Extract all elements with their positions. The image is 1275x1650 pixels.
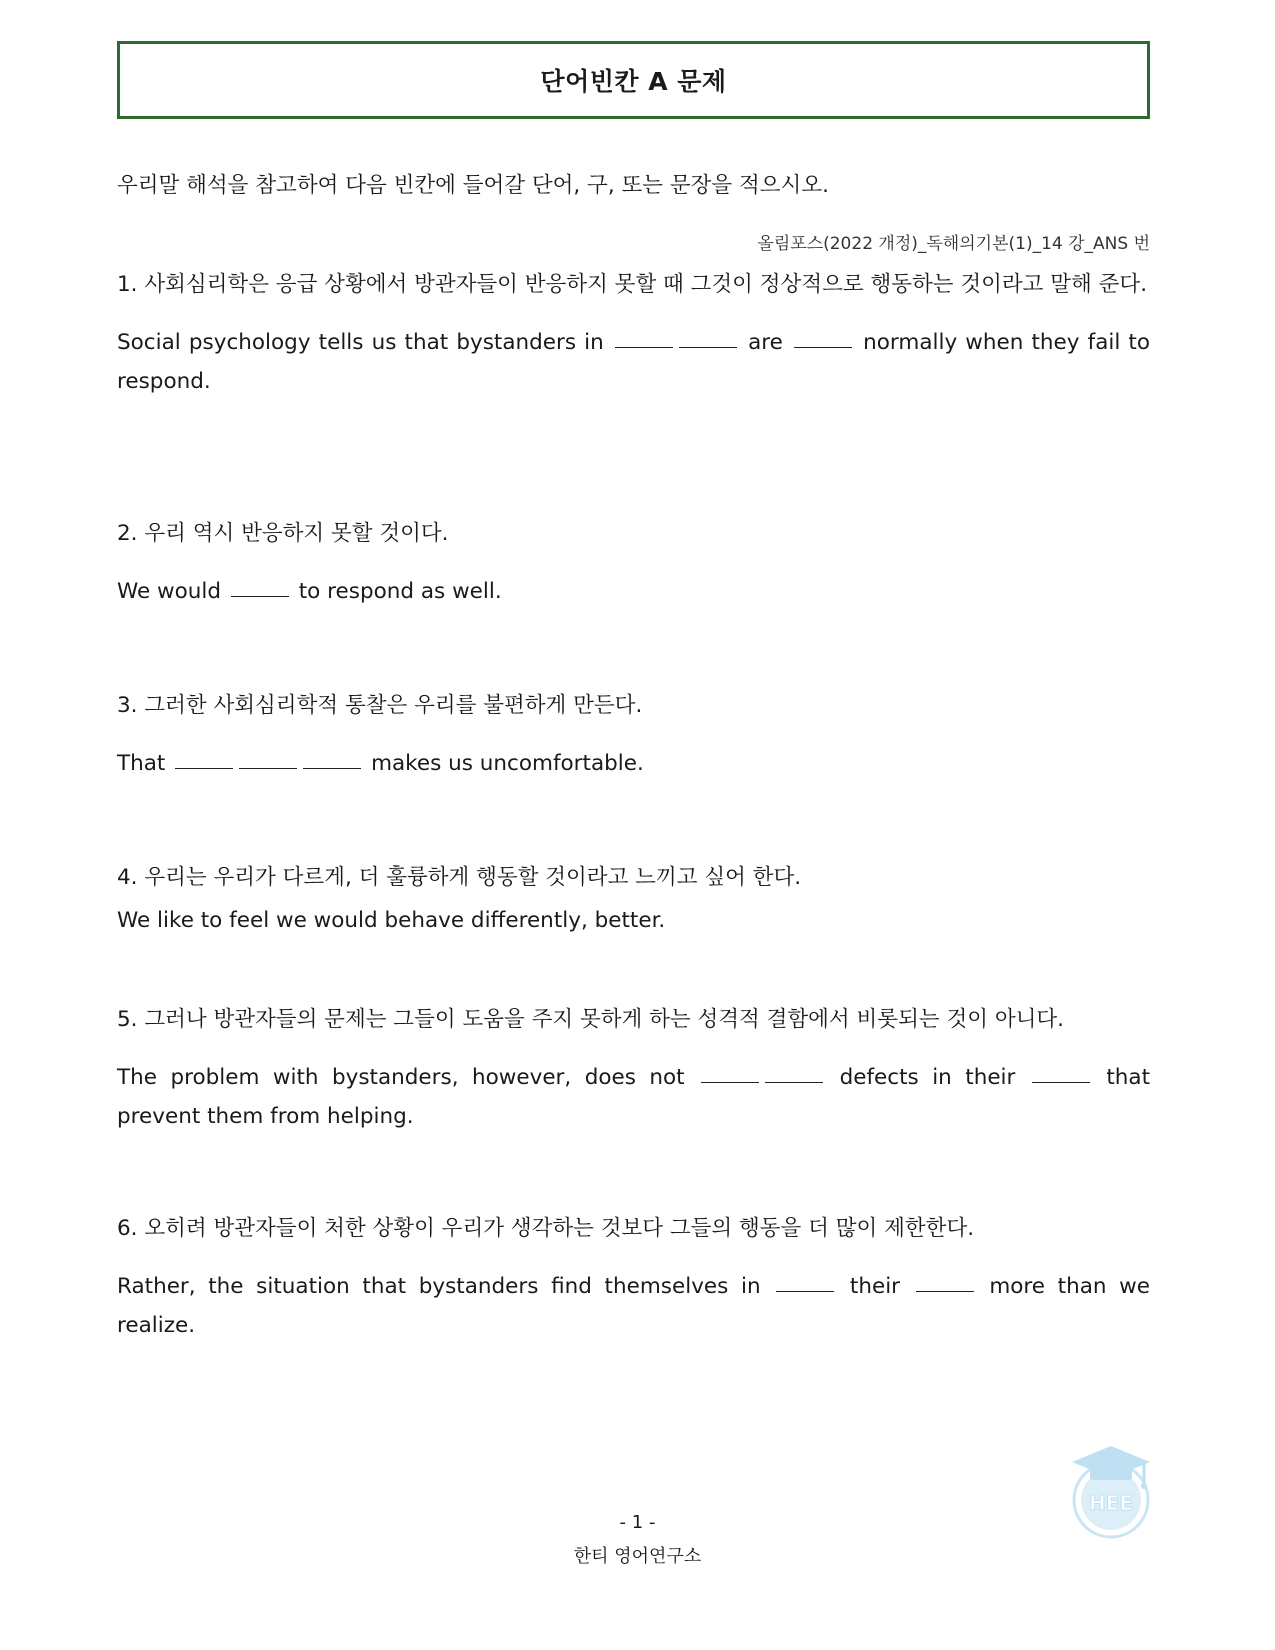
question-6: [117, 1209, 1150, 1345]
question-2-korean: 2. 우리 역시 반응하지 못할 것이다.: [117, 521, 449, 546]
footer-org: 한티 영어연구소: [573, 1546, 702, 1567]
question-2: [117, 514, 1150, 611]
question-3-english: [117, 744, 1150, 783]
question-1-english: [117, 323, 1150, 401]
text-segment: normally when they fail to respond.: [117, 330, 1151, 394]
blank: [615, 346, 673, 348]
question-1-korean: 1. 사회심리학은 응급 상황에서 방관자들이 반응하지 못할 때 그것이 정상적으로 행동하는 것이라고 말해 준다.: [117, 272, 1148, 297]
text-segment: defects in their: [839, 1065, 1016, 1090]
blank: [765, 1081, 823, 1083]
text-segment: are: [748, 330, 783, 355]
text-segment: makes us uncomfortable.: [371, 751, 644, 776]
blank: [916, 1290, 974, 1292]
text-segment: Rather, the situation that bystanders find themselves in: [117, 1274, 761, 1299]
question-4-english: We like to feel we would behave differently, better.: [117, 908, 666, 933]
text-segment: We would: [117, 579, 222, 604]
blank: [239, 767, 297, 769]
question-3-korean: 3. 그러한 사회심리학적 통찰은 우리를 불편하게 만든다.: [117, 693, 643, 718]
blank: [231, 595, 289, 597]
question-5-korean: 5. 그러나 방관자들의 문제는 그들이 도움을 주지 못하게 하는 성격적 결함에서 비롯되는 것이 아니다.: [117, 1007, 1064, 1032]
blank: [175, 767, 233, 769]
text-segment: to respond as well.: [298, 579, 502, 604]
blank: [794, 346, 852, 348]
instruction-text: 우리말 해석을 참고하여 다음 빈칸에 들어갈 단어, 구, 또는 문장을 적으시오.: [117, 173, 829, 198]
title-box: [117, 41, 1150, 119]
blank: [776, 1290, 834, 1292]
text-segment: That: [117, 751, 166, 776]
logo-text: HEE: [1088, 1491, 1134, 1515]
question-6-korean: 6. 오히려 방관자들이 처한 상황이 우리가 생각하는 것보다 그들의 행동을 더 많이 제한한다.: [117, 1216, 975, 1241]
question-2-english: [117, 572, 1150, 611]
blank: [303, 767, 361, 769]
page-number: - 1 -: [619, 1512, 656, 1533]
page-title: 단어빈칸 A 문제: [540, 67, 727, 96]
question-3: [117, 686, 1150, 783]
blank: [701, 1081, 759, 1083]
text-segment: Social psychology tells us that bystanders in: [117, 330, 604, 355]
text-segment: The problem with bystanders, however, does not: [117, 1065, 685, 1090]
question-4-korean: 4. 우리는 우리가 다르게, 더 훌륭하게 행동할 것이라고 느끼고 싶어 한다.: [117, 865, 802, 890]
question-5-english: [117, 1058, 1150, 1136]
text-segment: that prevent them from helping.: [117, 1065, 1151, 1129]
blank: [1032, 1081, 1090, 1083]
question-4: [117, 858, 1150, 940]
question-5: [117, 1000, 1150, 1136]
text-segment: more than we realize.: [117, 1274, 1150, 1338]
text-segment: their: [849, 1274, 901, 1299]
source-label: 올림포스(2022 개정)_독해의기본(1)_14 강_ANS 번: [757, 234, 1150, 254]
question-6-english: [117, 1267, 1150, 1345]
blank: [679, 346, 737, 348]
question-1: [117, 265, 1150, 401]
